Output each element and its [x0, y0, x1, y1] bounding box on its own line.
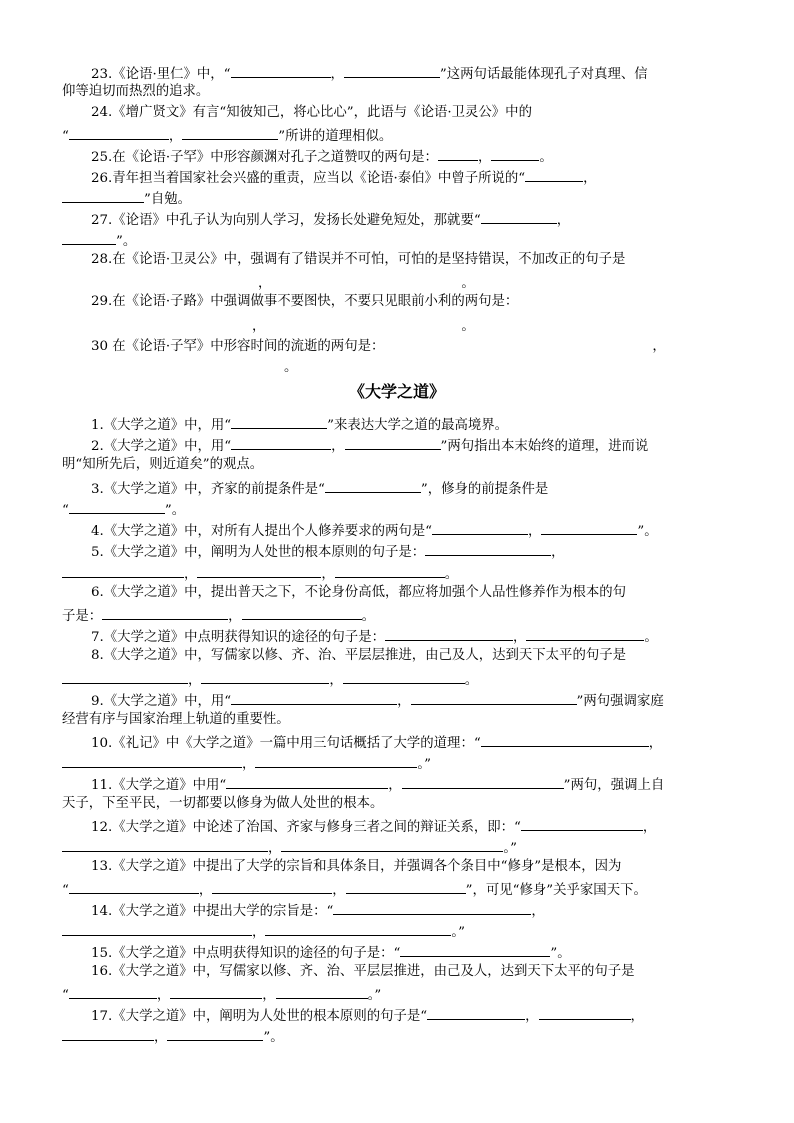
question-28-line2: ， 。	[62, 271, 475, 291]
blank[interactable]	[102, 604, 228, 620]
daxue-question-12-line1: 12.《大学之道》中论述了治国、齐家与修身三者之间的辩证关系，即：“ ，	[91, 815, 656, 835]
daxue-question-2-line1: 2.《大学之道》中，用“ ， ”两句指出本末始终的道理，进而说	[91, 434, 648, 454]
blank[interactable]	[231, 413, 327, 429]
daxue-question-17-line1: 17.《大学之道》中，阐明为人处世的根本原则的句子是“ ， ，	[91, 1004, 644, 1024]
question-24-line1: 24.《增广贤文》有言“知彼知己，将心比心”，此语与《论语·卫灵公》中的	[91, 105, 532, 120]
blank[interactable]	[541, 519, 637, 535]
blank[interactable]	[539, 1004, 631, 1020]
blank[interactable]	[345, 434, 441, 450]
daxue-question-4: 4.《大学之道》中，对所有人提出个人修养要求的两句是“ ， ”。	[91, 519, 658, 539]
blank[interactable]	[62, 752, 242, 768]
blank[interactable]	[62, 836, 268, 852]
blank[interactable]	[62, 314, 252, 330]
daxue-question-7: 7.《大学之道》中点明获得知识的途径的句子是： ， 。	[91, 625, 658, 645]
daxue-question-5-line2: ， ， 。	[62, 562, 458, 582]
question-30-line1: 30 在《论语·子罕》中形容时间的流逝的两句是： ，	[91, 334, 666, 354]
blank[interactable]	[432, 519, 528, 535]
blank[interactable]	[255, 752, 417, 768]
blank[interactable]	[212, 878, 332, 894]
blank[interactable]	[231, 689, 397, 705]
daxue-question-11-line1: 11.《大学之道》中用“ ， ”两句，强调上自	[91, 773, 664, 793]
daxue-question-15: 15.《大学之道》中点明获得知识的途径的句子是：“ ”。	[91, 941, 571, 961]
blank[interactable]	[62, 355, 284, 371]
blank[interactable]	[265, 314, 461, 330]
question-24-line2: “ ， ”所讲的道理相似。	[62, 124, 392, 144]
question-27-line1: 27.《论语》中孔子认为向别人学习，发扬长处避免短处，那就要“ ，	[91, 208, 570, 228]
question-27-line2: ”。	[62, 229, 136, 249]
daxue-question-8-line2: ， ， 。	[62, 668, 478, 688]
question-28-line1: 28.在《论语·卫灵公》中，强调有了错误并不可怕，可怕的是坚持错误，不加改正的句子是	[91, 252, 626, 267]
daxue-question-14-line2: ， 。”	[62, 920, 465, 940]
blank[interactable]	[69, 498, 165, 514]
blank[interactable]	[265, 920, 451, 936]
blank[interactable]	[170, 983, 262, 999]
blank[interactable]	[62, 187, 144, 203]
question-29-line2: ， 。	[62, 314, 475, 334]
blank[interactable]	[276, 983, 368, 999]
daxue-question-11-line2: 天子，下至平民，一切都要以修身为做人处世的根本。	[62, 796, 384, 811]
blank[interactable]	[526, 625, 644, 641]
daxue-question-6-line2: 子是： ， 。	[62, 604, 375, 624]
blank[interactable]	[411, 689, 577, 705]
blank[interactable]	[481, 731, 649, 747]
daxue-question-13-line1: 13.《大学之道》中提出了大学的宗旨和具体条目，并强调各个条目中“修身”是根本，因为	[91, 859, 622, 874]
blank[interactable]	[231, 62, 331, 78]
blank[interactable]	[167, 1025, 263, 1041]
blank[interactable]	[182, 124, 278, 140]
blank[interactable]	[491, 145, 539, 161]
blank[interactable]	[344, 62, 440, 78]
blank[interactable]	[343, 668, 465, 684]
blank[interactable]	[402, 773, 564, 789]
question-29-line1: 29.在《论语·子路》中强调做事不要图快，不要只见眼前小利的两句是：	[91, 294, 519, 309]
blank[interactable]	[385, 625, 513, 641]
blank[interactable]	[281, 836, 503, 852]
blank[interactable]	[69, 124, 169, 140]
blank[interactable]	[197, 562, 321, 578]
daxue-question-16-line1: 16.《大学之道》中，写儒家以修、齐、治、平层层推进，由己及人，达到天下太平的句子是	[91, 964, 635, 979]
blank[interactable]	[521, 815, 643, 831]
blank[interactable]	[425, 540, 551, 556]
blank[interactable]	[62, 1025, 154, 1041]
daxue-question-9-line1: 9.《大学之道》中，用“ ， ”两句强调家庭	[91, 689, 664, 709]
blank[interactable]	[325, 477, 421, 493]
blank[interactable]	[481, 208, 557, 224]
blank[interactable]	[69, 878, 199, 894]
blank[interactable]	[427, 1004, 525, 1020]
blank[interactable]	[62, 562, 184, 578]
question-30-line2: 。	[62, 355, 297, 375]
daxue-question-13-line2: “ ， ， ”，可见“修身”关乎家国天下。	[62, 878, 647, 898]
question-26-line1: 26.青年担当着国家社会兴盛的重责，应当以《论语·泰伯》中曾子所说的“ ，	[91, 166, 597, 186]
daxue-question-12-line2: ， 。”	[62, 836, 517, 856]
blank[interactable]	[400, 941, 550, 957]
blank[interactable]	[201, 668, 329, 684]
daxue-question-10-line2: ， 。”	[62, 752, 431, 772]
question-23-line2: 仰等迫切而热烈的追求。	[62, 84, 210, 99]
daxue-question-2-line2: 明“知所先后，则近道矣”的观点。	[62, 457, 264, 472]
blank[interactable]	[231, 434, 331, 450]
blank[interactable]	[62, 920, 252, 936]
blank[interactable]	[271, 271, 461, 287]
blank[interactable]	[69, 983, 157, 999]
blank[interactable]	[226, 773, 388, 789]
blank[interactable]	[242, 604, 362, 620]
daxue-question-17-line2: ， ”。	[62, 1025, 284, 1045]
daxue-question-1: 1.《大学之道》中，用“ ”来表达大学之道的最高境界。	[91, 413, 508, 433]
blank[interactable]	[346, 878, 466, 894]
blank[interactable]	[438, 145, 478, 161]
blank[interactable]	[333, 899, 531, 915]
question-23-line1: 23.《论语·里仁》中，“ ， ”这两句话最能体现孔子对真理、信	[91, 62, 648, 82]
blank[interactable]	[62, 229, 116, 245]
daxue-question-3-line1: 3.《大学之道》中，齐家的前提条件是“ ”，修身的前提条件是	[91, 477, 548, 497]
daxue-question-16-line2: “ ， ， 。”	[62, 983, 381, 1003]
blank[interactable]	[384, 334, 652, 350]
daxue-question-3-line2: “ ”。	[62, 498, 185, 518]
section-title: 《大学之道》	[348, 382, 445, 401]
blank[interactable]	[335, 562, 445, 578]
daxue-question-5-line1: 5.《大学之道》中，阐明为人处世的根本原则的句子是： ，	[91, 540, 565, 560]
blank[interactable]	[525, 166, 583, 182]
question-25: 25.在《论语·子罕》中形容颜渊对孔子之道赞叹的两句是： ， 。	[91, 145, 553, 165]
question-26-line2: ”自勉。	[62, 187, 191, 207]
daxue-question-9-line2: 经营有序与国家治理上轨道的重要性。	[62, 712, 290, 727]
blank[interactable]	[62, 271, 258, 287]
blank[interactable]	[62, 668, 188, 684]
daxue-question-10-line1: 10.《礼记》中《大学之道》一篇中用三句话概括了大学的道理：“ ，	[91, 731, 662, 751]
daxue-question-6-line1: 6.《大学之道》中，提出普天之下，不论身份高低，都应将加强个人品性修养作为根本的句	[91, 585, 627, 600]
daxue-question-14-line1: 14.《大学之道》中提出大学的宗旨是：“ ，	[91, 899, 545, 919]
daxue-question-8-line1: 8.《大学之道》中，写儒家以修、齐、治、平层层推进，由己及人，达到天下太平的句子是	[91, 648, 627, 663]
